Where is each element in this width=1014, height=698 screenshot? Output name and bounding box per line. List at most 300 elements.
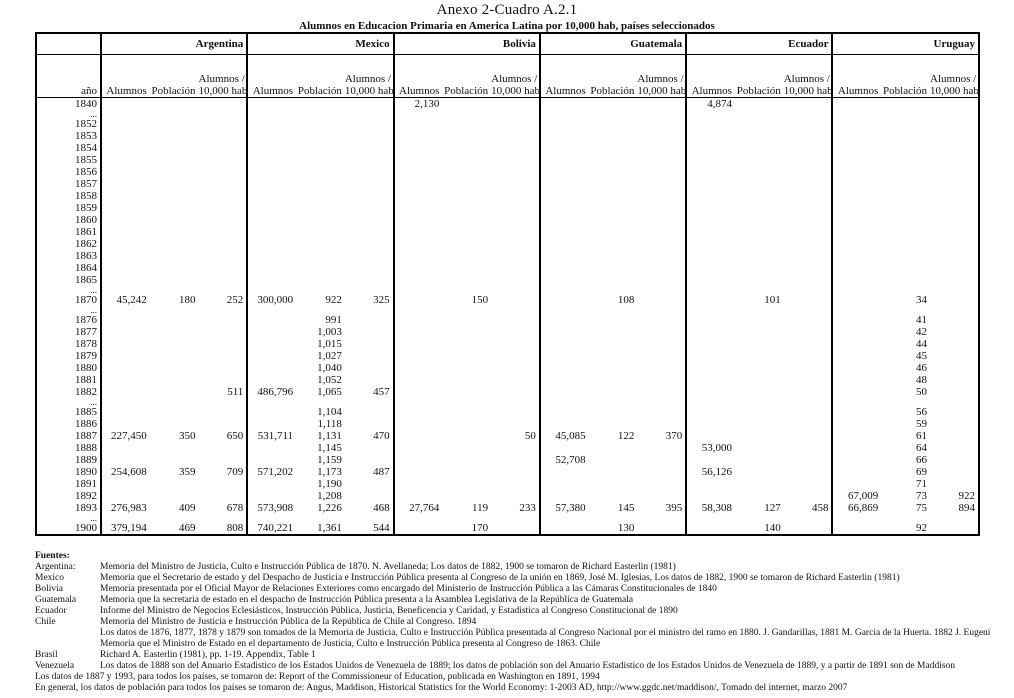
table-row xyxy=(36,154,979,166)
data-cell xyxy=(637,250,686,262)
data-cell xyxy=(881,118,930,130)
data-cell xyxy=(247,118,296,130)
data-cell xyxy=(247,226,296,238)
data-cell xyxy=(540,178,589,190)
data-cell xyxy=(784,514,833,522)
data-cell xyxy=(394,110,443,118)
data-cell xyxy=(540,154,589,166)
year-cell: 1900 xyxy=(36,522,101,535)
data-cell xyxy=(491,490,540,502)
data-cell xyxy=(686,110,735,118)
table-row xyxy=(36,166,979,178)
data-cell xyxy=(735,338,784,350)
data-cell xyxy=(247,326,296,338)
data-cell xyxy=(394,202,443,214)
data-cell xyxy=(345,490,394,502)
table-row xyxy=(36,522,979,535)
data-cell: 254,608 xyxy=(111,466,147,478)
table-row xyxy=(36,226,979,238)
data-cell xyxy=(491,522,540,535)
table-row xyxy=(36,274,979,286)
data-cell xyxy=(199,274,248,286)
col-header-alumnos: Alumnos xyxy=(247,55,296,98)
data-cell xyxy=(199,418,248,430)
data-cell xyxy=(832,326,881,338)
data-cell xyxy=(247,406,296,418)
data-cell xyxy=(101,142,150,154)
data-cell xyxy=(442,118,491,130)
data-cell xyxy=(930,442,979,454)
data-cell: 457 xyxy=(373,386,390,398)
data-cell xyxy=(589,466,638,478)
data-cell xyxy=(394,386,443,398)
col-header-alumnos: Alumnos xyxy=(101,55,150,98)
data-cell xyxy=(540,386,589,398)
table-row xyxy=(36,454,979,466)
data-cell: 571,202 xyxy=(247,466,296,478)
data-cell xyxy=(540,274,589,286)
data-cell xyxy=(881,202,930,214)
data-cell xyxy=(686,430,735,442)
year-cell: 1886 xyxy=(36,418,101,430)
data-cell xyxy=(345,350,394,362)
data-cell xyxy=(784,110,833,118)
source-text: Los datos de 1876, 1877, 1878 y 1879 son tomados de la Memoria de Justicia, Culto e Instrucción Pública presentada al Congreso Nacional por el ministro del ramo en 1880. J. Gandarillas, 1881 M. Garcia de la Huerta. 1882 J. Eugeni xyxy=(100,628,991,638)
data-cell xyxy=(832,166,881,178)
data-cell xyxy=(589,178,638,190)
data-cell xyxy=(637,406,686,418)
year-cell: 1840 xyxy=(36,98,101,111)
source-text: Richard A. Easterlin (1981), pp. 1-19. Appendix, Table 1 xyxy=(100,650,316,660)
source-entry xyxy=(35,628,1010,639)
data-cell xyxy=(589,490,638,502)
data-cell xyxy=(101,154,150,166)
data-cell xyxy=(491,478,540,490)
data-cell xyxy=(150,226,199,238)
data-cell xyxy=(784,274,833,286)
data-cell xyxy=(589,154,638,166)
data-cell xyxy=(442,386,491,398)
year-cell: 1857 xyxy=(36,178,101,190)
data-cell xyxy=(345,478,394,490)
data-cell xyxy=(686,314,735,326)
data-cell xyxy=(150,306,199,314)
data-cell xyxy=(589,314,638,326)
data-cell xyxy=(150,286,199,294)
data-cell xyxy=(637,294,686,306)
data-cell: 1,208 xyxy=(317,490,342,502)
data-cell xyxy=(442,214,491,226)
data-cell: 894 xyxy=(958,502,975,514)
data-cell xyxy=(394,442,443,454)
data-cell xyxy=(199,250,248,262)
data-cell: 227,450 xyxy=(111,430,147,442)
data-cell xyxy=(686,286,735,294)
data-cell xyxy=(735,478,784,490)
data-cell xyxy=(735,250,784,262)
data-cell xyxy=(442,350,491,362)
data-cell xyxy=(784,238,833,250)
data-cell: 1,173 xyxy=(317,466,342,478)
col-header-ratio: Alumnos / 10,000 hab xyxy=(930,55,979,98)
data-cell xyxy=(442,374,491,386)
table-row xyxy=(36,326,979,338)
data-cell: 71 xyxy=(916,478,928,490)
data-cell xyxy=(247,478,296,490)
year-cell: ... xyxy=(36,286,101,294)
data-cell: 650 xyxy=(226,430,244,442)
data-cell xyxy=(150,118,199,130)
data-cell xyxy=(735,306,784,314)
data-cell xyxy=(150,350,199,362)
col-header-poblacion: Población xyxy=(442,55,491,98)
data-cell xyxy=(686,490,735,502)
data-cell xyxy=(784,142,833,154)
col-header-ratio: Alumnos / 10,000 hab xyxy=(199,55,248,98)
year-cell: 1855 xyxy=(36,154,101,166)
data-cell xyxy=(199,226,248,238)
data-cell xyxy=(832,338,881,350)
data-cell xyxy=(296,154,345,166)
data-cell xyxy=(735,274,784,286)
data-cell: 350 xyxy=(179,430,196,442)
data-cell xyxy=(686,250,735,262)
source-text: Memoria que el Secretario de estado y del Despacho de Justicia e Instrucción Pública presenta al Congreso de la unión en 1869, José M. Iglesias, Los datos de 1882, 1900 se tomaron de Richard Easterlin (1981) xyxy=(100,573,900,583)
data-cell xyxy=(832,110,881,118)
data-cell xyxy=(930,514,979,522)
data-cell xyxy=(442,466,491,478)
data-cell xyxy=(686,326,735,338)
data-cell xyxy=(101,202,150,214)
data-cell xyxy=(394,118,443,130)
data-cell xyxy=(832,238,881,250)
data-cell xyxy=(394,178,443,190)
data-cell xyxy=(247,262,296,274)
data-cell: 325 xyxy=(373,294,390,306)
data-cell xyxy=(637,338,686,350)
data-cell xyxy=(199,362,248,374)
data-cell xyxy=(589,98,638,111)
data-cell xyxy=(589,386,638,398)
data-cell: 119 xyxy=(472,502,489,514)
year-cell: 1893 xyxy=(36,502,101,514)
data-cell xyxy=(199,98,248,111)
data-cell xyxy=(394,314,443,326)
data-cell xyxy=(930,190,979,202)
country-header: Guatemala xyxy=(540,33,686,55)
data-cell: 511 xyxy=(227,386,244,398)
data-cell xyxy=(199,190,248,202)
data-cell xyxy=(930,226,979,238)
data-cell xyxy=(150,314,199,326)
data-cell xyxy=(637,454,686,466)
table-row xyxy=(36,406,979,418)
data-cell xyxy=(735,326,784,338)
table-row xyxy=(36,314,979,326)
data-cell xyxy=(735,166,784,178)
data-cell xyxy=(637,142,686,154)
column-header-row xyxy=(36,55,979,98)
data-cell xyxy=(247,362,296,374)
data-cell xyxy=(832,190,881,202)
data-cell: 709 xyxy=(226,466,244,478)
data-cell xyxy=(101,98,150,111)
data-cell xyxy=(637,362,686,374)
data-cell xyxy=(150,202,199,214)
data-cell: 34 xyxy=(916,294,928,306)
data-cell: 2,130 xyxy=(394,98,443,111)
data-cell xyxy=(540,98,589,111)
data-cell xyxy=(540,166,589,178)
data-cell xyxy=(101,362,150,374)
data-cell xyxy=(101,286,150,294)
data-cell: 50 xyxy=(524,430,536,442)
data-cell xyxy=(540,418,589,430)
data-cell xyxy=(832,314,881,326)
data-cell xyxy=(491,418,540,430)
data-cell xyxy=(150,442,199,454)
data-cell xyxy=(735,130,784,142)
data-cell xyxy=(150,386,199,398)
data-cell xyxy=(735,178,784,190)
table-row xyxy=(36,386,979,398)
data-cell xyxy=(540,262,589,274)
data-cell: 359 xyxy=(179,466,196,478)
data-cell xyxy=(637,418,686,430)
data-cell xyxy=(491,214,540,226)
year-column-header: año xyxy=(36,55,101,98)
data-cell xyxy=(394,374,443,386)
data-cell xyxy=(491,274,540,286)
data-cell xyxy=(784,466,833,478)
year-cell: 1859 xyxy=(36,202,101,214)
data-cell xyxy=(150,418,199,430)
data-cell xyxy=(637,154,686,166)
data-cell xyxy=(930,314,979,326)
data-cell xyxy=(784,478,833,490)
data-cell xyxy=(345,226,394,238)
data-cell xyxy=(735,214,784,226)
data-cell xyxy=(101,166,150,178)
data-cell xyxy=(832,430,881,442)
data-cell xyxy=(199,374,248,386)
year-cell: 1852 xyxy=(36,118,101,130)
data-cell xyxy=(247,338,296,350)
data-cell xyxy=(491,454,540,466)
data-cell xyxy=(784,130,833,142)
data-cell xyxy=(930,350,979,362)
data-cell xyxy=(930,154,979,166)
data-cell xyxy=(686,274,735,286)
data-cell xyxy=(637,214,686,226)
data-cell xyxy=(832,178,881,190)
data-cell xyxy=(589,274,638,286)
data-cell xyxy=(589,418,638,430)
data-cell xyxy=(589,338,638,350)
data-cell xyxy=(540,478,589,490)
data-cell xyxy=(832,118,881,130)
data-cell xyxy=(150,214,199,226)
data-cell xyxy=(735,490,784,502)
year-cell: 1877 xyxy=(36,326,101,338)
data-cell xyxy=(735,110,784,118)
data-cell xyxy=(589,514,638,522)
data-cell: 1,361 xyxy=(317,522,342,534)
data-cell xyxy=(247,398,296,406)
data-cell xyxy=(784,314,833,326)
data-cell xyxy=(930,418,979,430)
data-cell: 108 xyxy=(617,294,635,306)
data-cell: 122 xyxy=(617,430,635,442)
data-cell: 531,711 xyxy=(247,430,296,442)
data-cell xyxy=(345,326,394,338)
data-cell xyxy=(345,314,394,326)
data-cell xyxy=(637,350,686,362)
data-cell: 46 xyxy=(916,362,928,374)
data-cell xyxy=(101,326,150,338)
data-cell xyxy=(247,514,296,522)
data-cell xyxy=(784,386,833,398)
data-cell xyxy=(199,314,248,326)
source-country-label: Chile xyxy=(35,617,56,627)
data-cell xyxy=(101,314,150,326)
table-row xyxy=(36,362,979,374)
data-cell xyxy=(637,374,686,386)
data-cell xyxy=(101,306,150,314)
data-cell xyxy=(540,214,589,226)
data-cell xyxy=(345,238,394,250)
data-cell xyxy=(150,250,199,262)
data-cell xyxy=(686,202,735,214)
data-cell xyxy=(491,98,540,111)
data-cell xyxy=(589,238,638,250)
data-cell xyxy=(589,110,638,118)
data-cell xyxy=(540,294,589,306)
data-cell xyxy=(735,314,784,326)
data-cell xyxy=(345,250,394,262)
data-cell xyxy=(101,238,150,250)
data-cell xyxy=(832,250,881,262)
data-cell xyxy=(394,454,443,466)
data-cell xyxy=(686,514,735,522)
data-cell: 458 xyxy=(811,502,829,514)
year-cell: ... xyxy=(36,514,101,522)
data-cell xyxy=(199,286,248,294)
data-cell xyxy=(491,178,540,190)
data-cell xyxy=(296,286,345,294)
data-cell xyxy=(101,514,150,522)
data-cell xyxy=(491,142,540,154)
source-text: Los datos de 1888 son del Anuario Estadistico de los Estados Unidos de Venezuela de 1889; los datos de población son del Anuario Estadistico de los Estados Unidos de Venezuela de 1889, y a partir de 1891 son de Maddison xyxy=(100,661,956,671)
data-cell xyxy=(199,154,248,166)
data-cell xyxy=(930,286,979,294)
data-cell: 45 xyxy=(916,350,928,362)
data-cell xyxy=(881,142,930,154)
data-cell xyxy=(442,238,491,250)
data-cell xyxy=(345,190,394,202)
data-cell xyxy=(394,294,443,306)
year-cell: 1860 xyxy=(36,214,101,226)
data-cell xyxy=(881,214,930,226)
data-cell: 27,764 xyxy=(394,502,443,514)
data-cell: 1,131 xyxy=(317,430,342,442)
data-cell xyxy=(199,406,248,418)
data-cell xyxy=(686,418,735,430)
data-cell xyxy=(491,466,540,478)
data-cell: 922 xyxy=(325,294,342,306)
source-country-label: Bolivia xyxy=(35,584,63,594)
data-cell: 48 xyxy=(916,374,928,386)
table-row xyxy=(36,190,979,202)
data-cell xyxy=(150,374,199,386)
data-cell xyxy=(394,406,443,418)
data-cell xyxy=(247,286,296,294)
data-cell xyxy=(540,202,589,214)
data-cell xyxy=(442,442,491,454)
country-header: Argentina xyxy=(101,33,247,55)
data-cell xyxy=(540,286,589,294)
data-cell xyxy=(540,326,589,338)
source-country-label xyxy=(35,639,100,650)
data-cell xyxy=(881,274,930,286)
data-cell xyxy=(199,398,248,406)
data-cell xyxy=(735,406,784,418)
data-cell xyxy=(345,418,394,430)
data-cell xyxy=(784,306,833,314)
data-cell: 991 xyxy=(325,314,342,326)
table-row xyxy=(36,294,979,306)
data-cell xyxy=(686,166,735,178)
data-cell xyxy=(491,250,540,262)
data-cell xyxy=(442,226,491,238)
data-cell xyxy=(540,362,589,374)
data-cell xyxy=(150,338,199,350)
table-row xyxy=(36,202,979,214)
data-cell xyxy=(101,418,150,430)
year-cell: 1865 xyxy=(36,274,101,286)
data-cell: 61 xyxy=(916,430,928,442)
data-cell xyxy=(686,374,735,386)
data-cell xyxy=(930,326,979,338)
data-cell xyxy=(247,166,296,178)
data-cell xyxy=(101,226,150,238)
data-cell xyxy=(199,350,248,362)
data-cell xyxy=(735,226,784,238)
data-cell xyxy=(930,406,979,418)
data-cell xyxy=(394,130,443,142)
data-cell xyxy=(247,374,296,386)
table-row xyxy=(36,98,979,111)
data-cell xyxy=(247,250,296,262)
data-cell: 56,126 xyxy=(686,466,735,478)
data-cell xyxy=(442,326,491,338)
data-cell xyxy=(394,226,443,238)
data-cell: 395 xyxy=(665,502,683,514)
data-cell xyxy=(540,142,589,154)
data-cell: 45,085 xyxy=(540,430,589,442)
data-cell xyxy=(540,522,589,535)
data-cell xyxy=(832,374,881,386)
data-cell xyxy=(637,386,686,398)
data-cell xyxy=(930,250,979,262)
data-cell xyxy=(491,110,540,118)
data-cell xyxy=(735,362,784,374)
data-cell xyxy=(296,98,345,111)
data-cell xyxy=(394,286,443,294)
data-cell xyxy=(491,442,540,454)
data-cell xyxy=(637,398,686,406)
data-cell: 678 xyxy=(226,502,244,514)
